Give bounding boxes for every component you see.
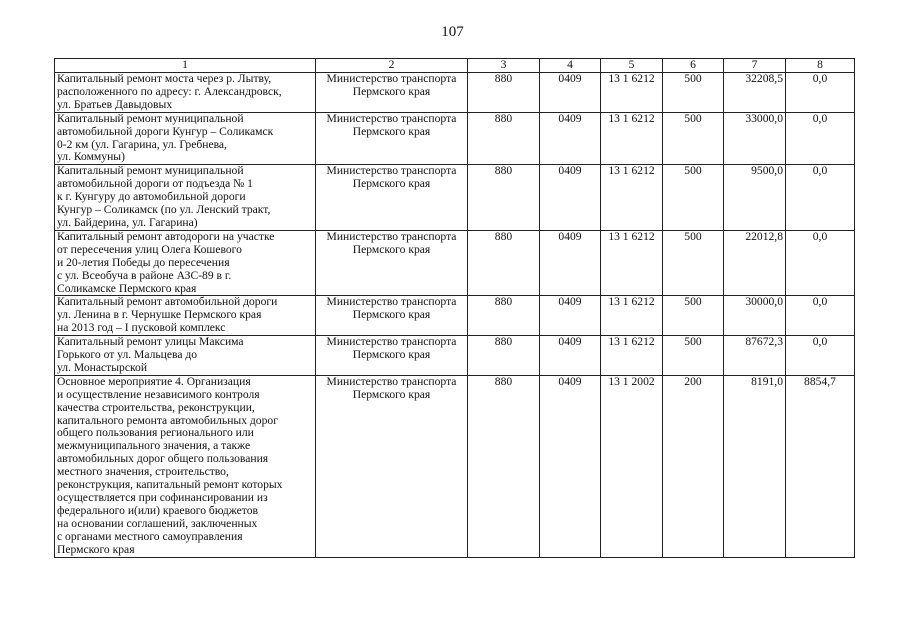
row-col-5: 13 1 6212 — [601, 165, 663, 231]
column-header-1: 1 — [55, 59, 316, 73]
column-header-2: 2 — [316, 59, 468, 73]
row-col-4: 0409 — [540, 165, 601, 231]
column-header-6: 6 — [663, 59, 724, 73]
row-col-4: 0409 — [540, 375, 601, 557]
row-col-8: 0,0 — [786, 73, 855, 113]
table-row — [55, 296, 855, 336]
row-col-7: 9500,0 — [724, 165, 786, 231]
row-name: Капитальный ремонт автомобильной дороги ул. Ленина в г. Чернушке Пермского края на 2013 год – I пусковой комплекс — [55, 296, 316, 336]
row-col-5: 13 1 6212 — [601, 296, 663, 336]
row-name: Капитальный ремонт муниципальной автомобильной дороги Кунгур – Соликамск 0-2 км (ул. Гагарина, ул. Гребнева, ул. Коммуны) — [55, 112, 316, 165]
row-col-4: 0409 — [540, 336, 601, 376]
row-ministry: Министерство транспорта Пермского края — [316, 336, 468, 376]
row-col-4: 0409 — [540, 112, 601, 165]
row-col-3: 880 — [468, 336, 540, 376]
column-header-8: 8 — [786, 59, 855, 73]
table-row — [55, 230, 855, 296]
row-col-8: 0,0 — [786, 336, 855, 376]
row-col-3: 880 — [468, 230, 540, 296]
row-col-3: 880 — [468, 165, 540, 231]
row-col-6: 500 — [663, 112, 724, 165]
page-number: 107 — [441, 24, 464, 40]
row-col-3: 880 — [468, 112, 540, 165]
row-name: Основное мероприятие 4. Организация и осуществление независимого контроля качества строительства, реконструкции, капитального ремонта автомобильных дорог общего пользования регионального или межмуниципального значения, а также автомобильных дорог общего пользования местного значения, строительство, реконструкция, капитальный ремонт которых осуществляется при софинансировании из федерального и(или) краевого бюджетов на основании соглашений, заключенных с органами местного самоуправления Пермского края — [55, 375, 316, 557]
header-row — [55, 59, 855, 73]
table-row — [55, 165, 855, 231]
table-row — [55, 112, 855, 165]
row-col-7: 8191,0 — [724, 375, 786, 557]
budget-table — [54, 58, 855, 558]
row-name: Капитальный ремонт моста через р. Лытву, расположенного по адресу: г. Александровск, ул. Братьев Давыдовых — [55, 73, 316, 113]
row-col-6: 500 — [663, 336, 724, 376]
row-col-8: 0,0 — [786, 230, 855, 296]
row-ministry: Министерство транспорта Пермского края — [316, 230, 468, 296]
row-ministry: Министерство транспорта Пермского края — [316, 112, 468, 165]
row-col-7: 22012,8 — [724, 230, 786, 296]
table-row — [55, 375, 855, 557]
row-col-3: 880 — [468, 296, 540, 336]
row-ministry: Министерство транспорта Пермского края — [316, 296, 468, 336]
row-col-6: 500 — [663, 73, 724, 113]
row-ministry: Министерство транспорта Пермского края — [316, 375, 468, 557]
row-col-6: 200 — [663, 375, 724, 557]
row-col-4: 0409 — [540, 230, 601, 296]
table-row — [55, 73, 855, 113]
row-name: Капитальный ремонт автодороги на участке от пересечения улиц Олега Кошевого и 20-летия Победы до пересечения с ул. Всеобуча в районе АЗС-89 в г. Соликамске Пермского края — [55, 230, 316, 296]
row-name: Капитальный ремонт муниципальной автомобильной дороги от подъезда № 1 к г. Кунгуру до автомобильной дороги Кунгур – Соликамск (по ул. Ленский тракт, ул. Байдерина, ул. Гагарина) — [55, 165, 316, 231]
row-col-3: 880 — [468, 73, 540, 113]
row-col-5: 13 1 6212 — [601, 112, 663, 165]
row-col-6: 500 — [663, 165, 724, 231]
row-col-5: 13 1 6212 — [601, 230, 663, 296]
row-col-8: 0,0 — [786, 165, 855, 231]
row-ministry: Министерство транспорта Пермского края — [316, 165, 468, 231]
column-header-3: 3 — [468, 59, 540, 73]
row-col-4: 0409 — [540, 73, 601, 113]
row-col-6: 500 — [663, 230, 724, 296]
row-col-8: 0,0 — [786, 296, 855, 336]
row-col-5: 13 1 2002 — [601, 375, 663, 557]
row-ministry: Министерство транспорта Пермского края — [316, 73, 468, 113]
row-col-8: 0,0 — [786, 112, 855, 165]
row-col-5: 13 1 6212 — [601, 336, 663, 376]
row-col-7: 87672,3 — [724, 336, 786, 376]
row-name: Капитальный ремонт улицы Максима Горького от ул. Мальцева до ул. Монастырской — [55, 336, 316, 376]
column-header-7: 7 — [724, 59, 786, 73]
row-col-3: 880 — [468, 375, 540, 557]
row-col-4: 0409 — [540, 296, 601, 336]
row-col-6: 500 — [663, 296, 724, 336]
table-row — [55, 336, 855, 376]
row-col-5: 13 1 6212 — [601, 73, 663, 113]
column-header-4: 4 — [540, 59, 601, 73]
column-header-5: 5 — [601, 59, 663, 73]
row-col-7: 32208,5 — [724, 73, 786, 113]
row-col-7: 30000,0 — [724, 296, 786, 336]
row-col-7: 33000,0 — [724, 112, 786, 165]
row-col-8: 8854,7 — [786, 375, 855, 557]
